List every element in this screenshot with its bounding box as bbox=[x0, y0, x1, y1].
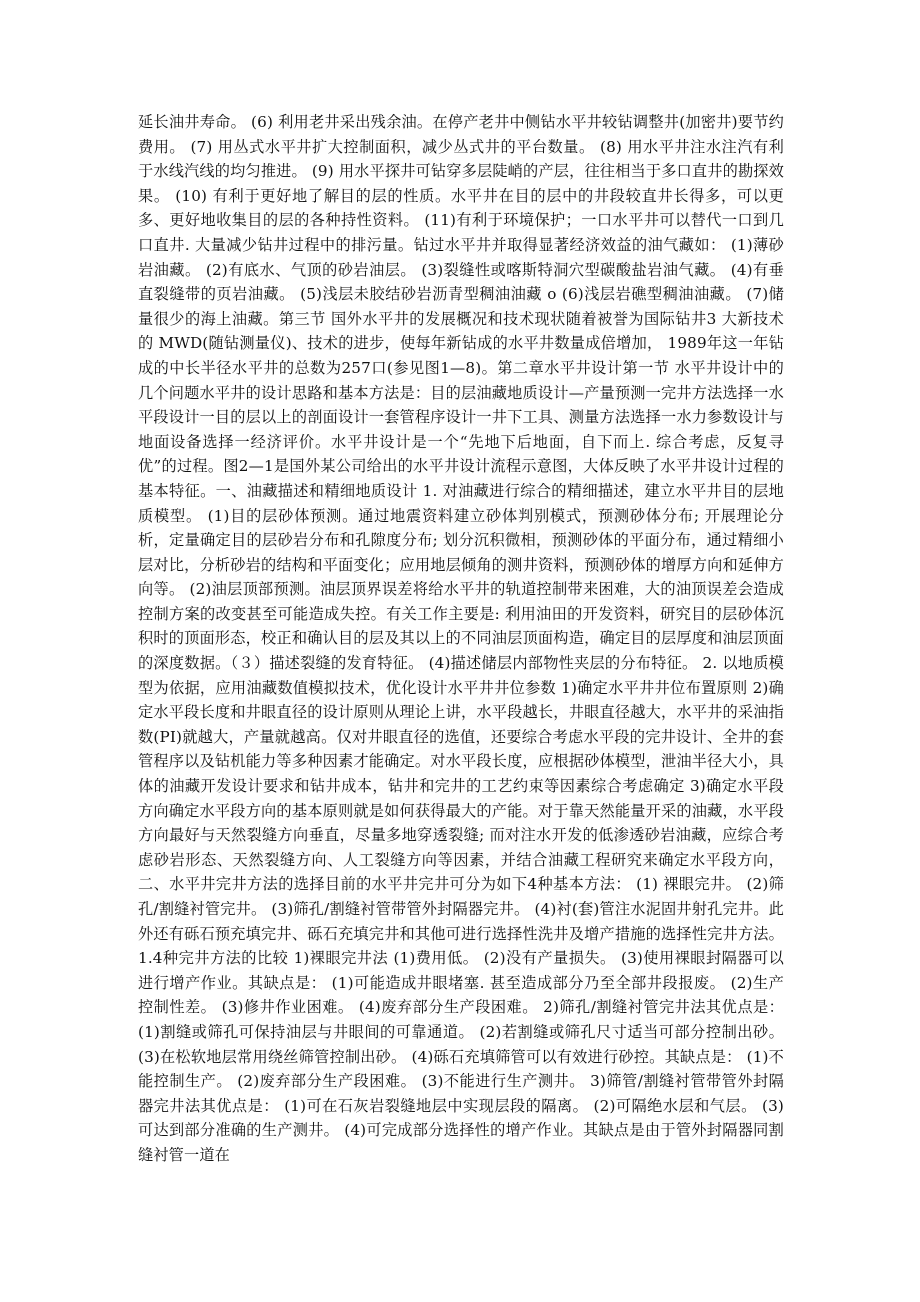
document-page bbox=[138, 110, 784, 1168]
body-paragraph: 延长油井寿命。 (6) 利用老井采出残余油。在停产老井中侧钻水平井较钻调整井(加密井)要节约费用。 (7) 用丛式水平井扩大控制面积，减少丛式井的平台数量。 (8) 用水平井注水注汽有利于水线汽线的均匀推进。 (9) 用水平探井可钻穿多层陡峭的产层，往往相当于多口直井的勘探效果。 (10) 有利于更好地了解目的层的性质。水平井在目的层中的井段较直井长得多，可以更多、更好地收集目的层的各种持性资料。 (11)有利于环境保护；一口水平井可以替代一口到几口直井. 大量减少钻井过程中的排污量。钻过水平井并取得显著经济效益的油气藏如： (1)薄砂岩油藏。 (2)有底水、气顶的砂岩油层。 (3)裂缝性或喀斯特洞穴型碳酸盐岩油气藏。 (4)有垂直裂缝带的页岩油藏。 (5)浅层未胶结砂岩沥青型稠油油藏 o (6)浅层岩礁型稠油油藏。 (7)储量很少的海上油藏。第三节 国外水平井的发展概况和技术现状随着被誉为国际钻井3 大新技术的 MWD(随钻测量仪)、技术的进步，使每年新钻成的水平井数量成倍增加， 1989年这一年钻成的中长半径水平井的总数为257口(参见图1—8)。第二章水平井设计第一节 水平井设计中的几个问题水平井的设计思路和基本方法是：目的层油藏地质设计—产量预测一完井方法选择一水平段设计一目的层以上的剖面设计一套管程序设计一井下工具、测量方法选择一水力参数设计与地面设备选择一经济评价。水平井设计是一个“先地下后地面，自下而上. 综合考虑，反复寻优”的过程。图2—1是国外某公司给出的水平井设计流程示意图，大体反映了水平井设计过程的基本特征。一、油藏描述和精细地质设计 1. 对油藏进行综合的精细描述，建立水平井目的层地质模型。 (1)目的层砂体预测。通过地震资料建立砂体判别模式，预测砂体分布; 开展理论分析，定量确定目的层砂岩分布和孔隙度分布; 划分沉积微相，预测砂体的平面分布，通过精细小层对比，分析砂岩的结构和平面变化；应用地层倾角的测井资料，预测砂体的增厚方向和延伸方向等。 (2)油层顶部预测。油层顶界误差将给水平井的轨道控制带来困难，大的油顶误差会造成控制方案的改变甚至可能造成失控。有关工作主要是: 利用油田的开发资料，研究目的层砂体沉积时的顶面形态，校正和确认目的层及其以上的不同油层顶面构造，确定目的层厚度和油层顶面的深度数据。（３）描述裂缝的发育特征。 (4)描述储层内部物性夹层的分布特征。 2. 以地质模型为依据，应用油藏数值模拟技术，优化设计水平井井位参数 1)确定水平井井位布置原则 2)确定水平段长度和井眼直径的设计原则从理论上讲，水平段越长，井眼直径越大，水平井的采油指数(PI)就越大，产量就越高。仅对井眼直径的选值，还要综合考虑水平段的完井设计、全井的套管程序以及钻机能力等多种因素才能确定。对水平段长度，应根据砂体模型，泄油半径大小，具体的油藏开发设计要求和钻井成本，钻井和完井的工艺约束等因素综合考虑确定 3)确定水平段方向确定水平段方向的基本原则就是如何获得最大的产能。对于靠天然能量开采的油藏，水平段方向最好与天然裂缝方向垂直，尽量多地穿透裂缝; 而对注水开发的低渗透砂岩油藏，应综合考虑砂岩形态、天然裂缝方向、人工裂缝方向等因素，并结合油藏工程研究来确定水平段方向，二、水平井完井方法的选择目前的水平井完井可分为如下4种基本方法： (1) 裸眼完井。 (2)筛孔/割缝衬管完井。 (3)筛孔/割缝衬管带管外封隔器完井。 (4)衬(套)管注水泥固井射孔完井。此外还有砾石预充填完井、砾石充填完井和其他可进行选择性洗井及增产措施的选择性完井方法。 1.4种完井方法的比较 1)裸眼完井法 (1)费用低。 (2)没有产量损失。 (3)使用裸眼封隔器可以进行增产作业。其缺点是： (1)可能造成井眼堵塞. 甚至造成部分乃至全部井段报废。 (2)生产控制性差。 (3)修井作业困难。 (4)废弃部分生产段困难。 2)筛孔/割缝衬管完井法其优点是： (1)割缝或筛孔可保持油层与井眼间的可靠通道。 (2)若割缝或筛孔尺寸适当可部分控制出砂。 (3)在松软地层常用绕丝筛管控制出砂。 (4)砾石充填筛管可以有效进行砂控。其缺点是： (1)不能控制生产。 (2)废弃部分生产段困难。 (3)不能进行生产测井。 3)筛管/割缝衬管带管外封隔器完井法其优点是： (1)可在石灰岩裂缝地层中实现层段的隔离。 (2)可隔绝水层和气层。 (3)可达到部分准确的生产测井。 (4)可完成部分选择性的增产作业。其缺点是由于管外封隔器同割缝衬管一道在 bbox=[138, 113, 784, 1164]
